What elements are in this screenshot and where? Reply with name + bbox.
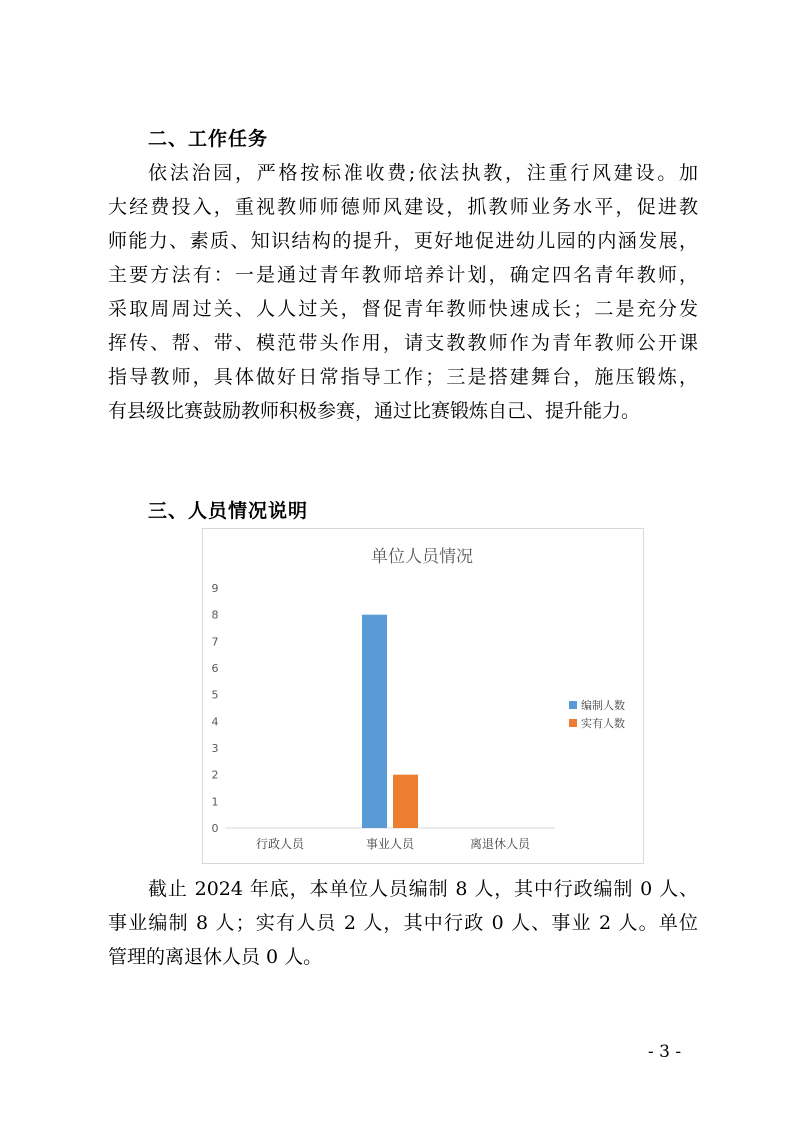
y-tick-label: 3 <box>211 742 219 755</box>
legend-label: 实有人数 <box>581 717 625 730</box>
work-tasks-paragraph-line: 师能力、素质、知识结构的提升，更好地促进幼儿园的内涵发展， <box>108 230 698 252</box>
staff-bar-chart <box>202 528 644 864</box>
legend-swatch <box>569 719 577 727</box>
work-tasks-paragraph-line: 采取周周过关、人人过关，督促青年教师快速成长；二是充分发 <box>108 298 698 320</box>
y-tick-label: 2 <box>211 768 219 782</box>
bar-actual <box>393 775 418 828</box>
legend-label: 编制人数 <box>581 699 625 712</box>
work-tasks-paragraph-line: 挥传、帮、带、模范带头作用，请支教教师作为青年教师公开课 <box>108 332 698 354</box>
y-tick-label: 4 <box>211 715 219 729</box>
x-category-label: 事业人员 <box>365 837 415 851</box>
work-tasks-paragraph-line: 指导教师，具体做好日常指导工作；三是搭建舞台，施压锻炼， <box>108 366 698 388</box>
bar-authorized <box>362 615 387 828</box>
work-tasks-paragraph-line: 依法治园，严格按标准收费;依法执教，注重行风建设。加 <box>148 162 698 184</box>
work-tasks-paragraph-line: 大经费投入，重视教师师德师风建设，抓教师业务水平，促进教 <box>108 196 698 218</box>
chart-canvas <box>203 529 643 863</box>
page-number: - 3 - <box>648 1042 682 1062</box>
legend-swatch <box>569 701 577 709</box>
section-heading-staff-info: 三、人员情况说明 <box>148 500 309 522</box>
x-category-label: 离退休人员 <box>469 837 531 851</box>
y-tick-label: 1 <box>211 795 219 809</box>
y-tick-label: 5 <box>211 688 219 702</box>
x-category-label: 行政人员 <box>255 837 305 851</box>
y-tick-label: 9 <box>211 582 219 595</box>
y-tick-label: 8 <box>211 608 219 622</box>
work-tasks-paragraph-line: 有县级比赛鼓励教师积极参赛，通过比赛锻炼自己、提升能力。 <box>108 400 641 422</box>
y-tick-label: 0 <box>211 822 219 835</box>
staff-info-paragraph-line: 截止 2024 年底，本单位人员编制 8 人，其中行政编制 0 人、 <box>148 878 698 900</box>
section-heading-work-tasks: 二、工作任务 <box>148 128 269 150</box>
staff-info-paragraph-line: 事业编制 8 人；实有人员 2 人，其中行政 0 人、事业 2 人。单位 <box>108 912 698 934</box>
staff-info-paragraph-line: 管理的离退休人员 0 人。 <box>108 946 323 968</box>
y-tick-label: 7 <box>211 635 219 649</box>
y-tick-label: 6 <box>211 662 219 675</box>
work-tasks-paragraph-line: 主要方法有：一是通过青年教师培养计划，确定四名青年教师， <box>108 264 698 286</box>
chart-title: 单位人员情况 <box>371 547 473 567</box>
